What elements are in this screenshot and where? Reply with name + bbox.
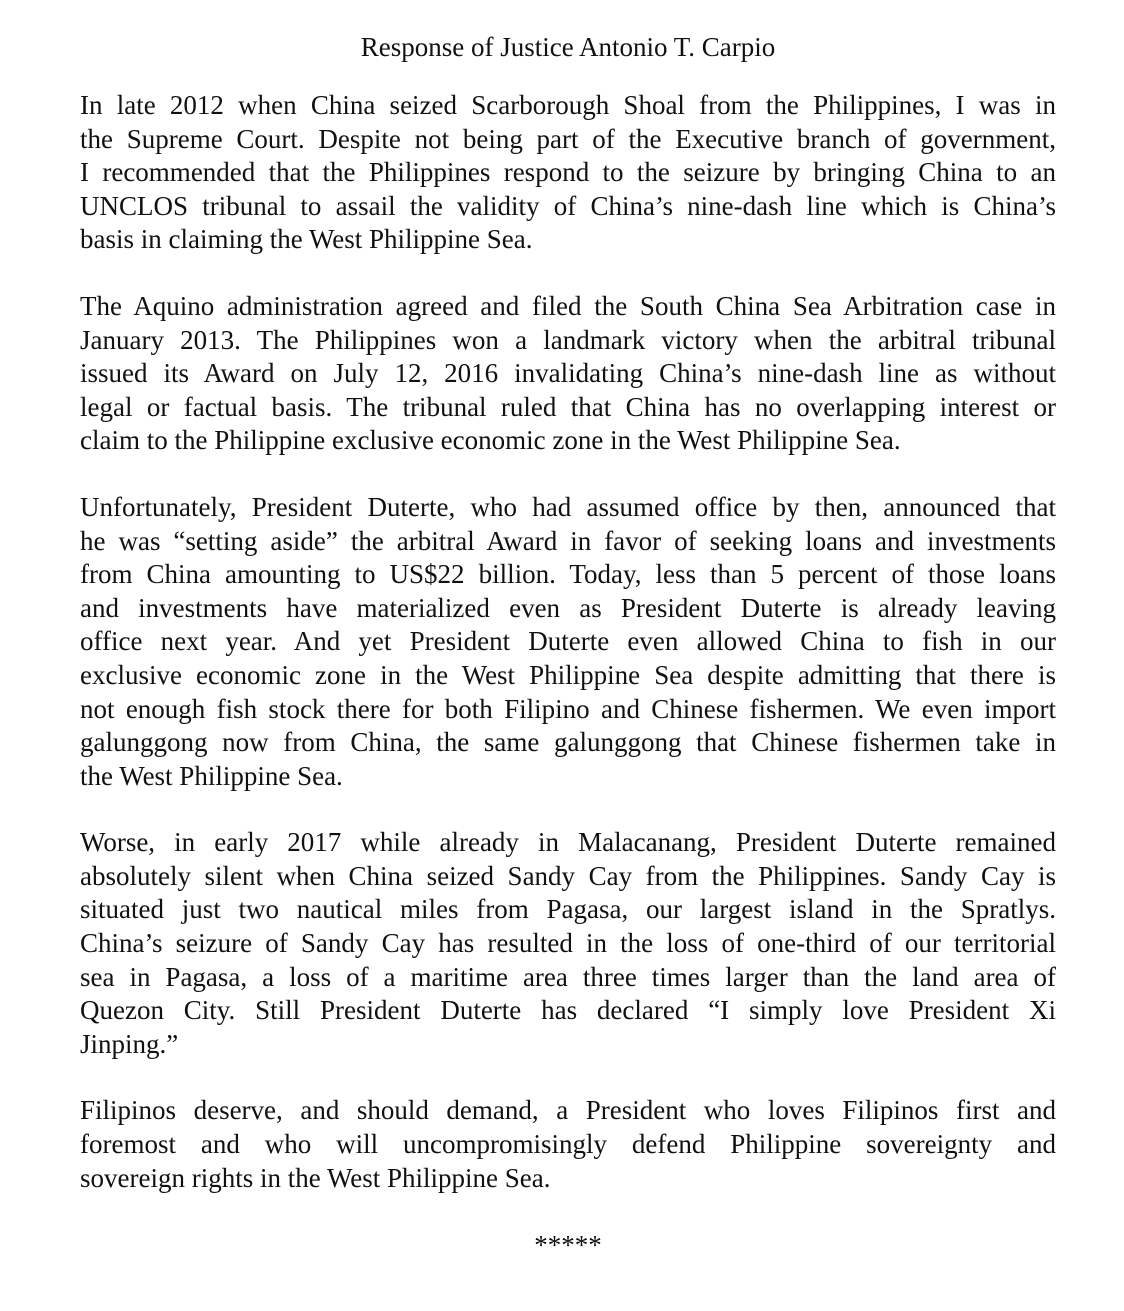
paragraph-line: situated just two nautical miles from Pagasa, our largest island in the Spratlys. <box>80 894 1056 925</box>
document-body <box>80 89 1056 1195</box>
paragraph-line: January 2013. The Philippines won a landmark victory when the arbitral tribunal <box>80 324 1056 355</box>
body-paragraph <box>80 290 1056 458</box>
paragraph-line: sea in Pagasa, a loss of a maritime area three times larger than the land area of <box>80 961 1056 992</box>
paragraph-line: UNCLOS tribunal to assail the validity of China’s nine-dash line which is China’s <box>80 190 1056 221</box>
paragraph-line: The Aquino administration agreed and filed the South China Sea Arbitration case in <box>80 290 1056 321</box>
paragraph-line: from China amounting to US$22 billion. Today, less than 5 percent of those loans <box>80 559 1056 590</box>
paragraph-line: issued its Award on July 12, 2016 invalidating China’s nine-dash line as without <box>80 358 1056 389</box>
paragraph-line: galunggong now from China, the same galunggong that Chinese fishermen take in <box>80 727 1056 758</box>
paragraph-line: In late 2012 when China seized Scarborough Shoal from the Philippines, I was in <box>80 90 1056 120</box>
paragraph-line: legal or factual basis. The tribunal ruled that China has no overlapping interest or <box>80 391 1056 422</box>
body-paragraph <box>80 89 1056 257</box>
body-paragraph <box>80 491 1056 793</box>
paragraph-line: China’s seizure of Sandy Cay has resulted in the loss of one-third of our territorial <box>80 928 1056 959</box>
paragraph-line: foremost and who will uncompromisingly defend Philippine sovereignty and <box>80 1129 1056 1160</box>
paragraph-line: and investments have materialized even as President Duterte is already leaving <box>80 592 1056 623</box>
paragraph-line: Jinping.” <box>80 1028 179 1059</box>
paragraph-line: office next year. And yet President Duterte even allowed China to fish in our <box>80 626 1056 657</box>
paragraph-line: the West Philippine Sea. <box>80 760 343 791</box>
end-mark: ***** <box>534 1230 602 1261</box>
paragraph-line: sovereign rights in the West Philippine Sea. <box>80 1162 551 1193</box>
document-page <box>80 30 1056 1262</box>
paragraph-line: Filipinos deserve, and should demand, a President who loves Filipinos first and <box>80 1095 1056 1126</box>
body-paragraph <box>80 826 1056 1061</box>
paragraph-line: absolutely silent when China seized Sandy Cay from the Philippines. Sandy Cay is <box>80 860 1056 891</box>
paragraph-line: claim to the Philippine exclusive economic zone in the West Philippine Sea. <box>80 425 901 456</box>
paragraph-line: Unfortunately, President Duterte, who had assumed office by then, announced that <box>80 491 1056 522</box>
paragraph-line: Quezon City. Still President Duterte has declared “I simply love President Xi <box>80 995 1056 1026</box>
paragraph-line: I recommended that the Philippines respond to the seizure by bringing China to an <box>80 157 1056 188</box>
document-title: Response of Justice Antonio T. Carpio <box>360 32 776 62</box>
paragraph-line: basis in claiming the West Philippine Sea. <box>80 224 533 255</box>
body-paragraph <box>80 1094 1056 1195</box>
paragraph-line: not enough fish stock there for both Filipino and Chinese fishermen. We even import <box>80 693 1056 724</box>
paragraph-line: he was “setting aside” the arbitral Award in favor of seeking loans and investments <box>80 525 1056 556</box>
paragraph-line: exclusive economic zone in the West Philippine Sea despite admitting that there is <box>80 659 1056 690</box>
paragraph-line: the Supreme Court. Despite not being part of the Executive branch of government, <box>80 123 1056 154</box>
paragraph-line: Worse, in early 2017 while already in Malacanang, President Duterte remained <box>80 827 1056 858</box>
